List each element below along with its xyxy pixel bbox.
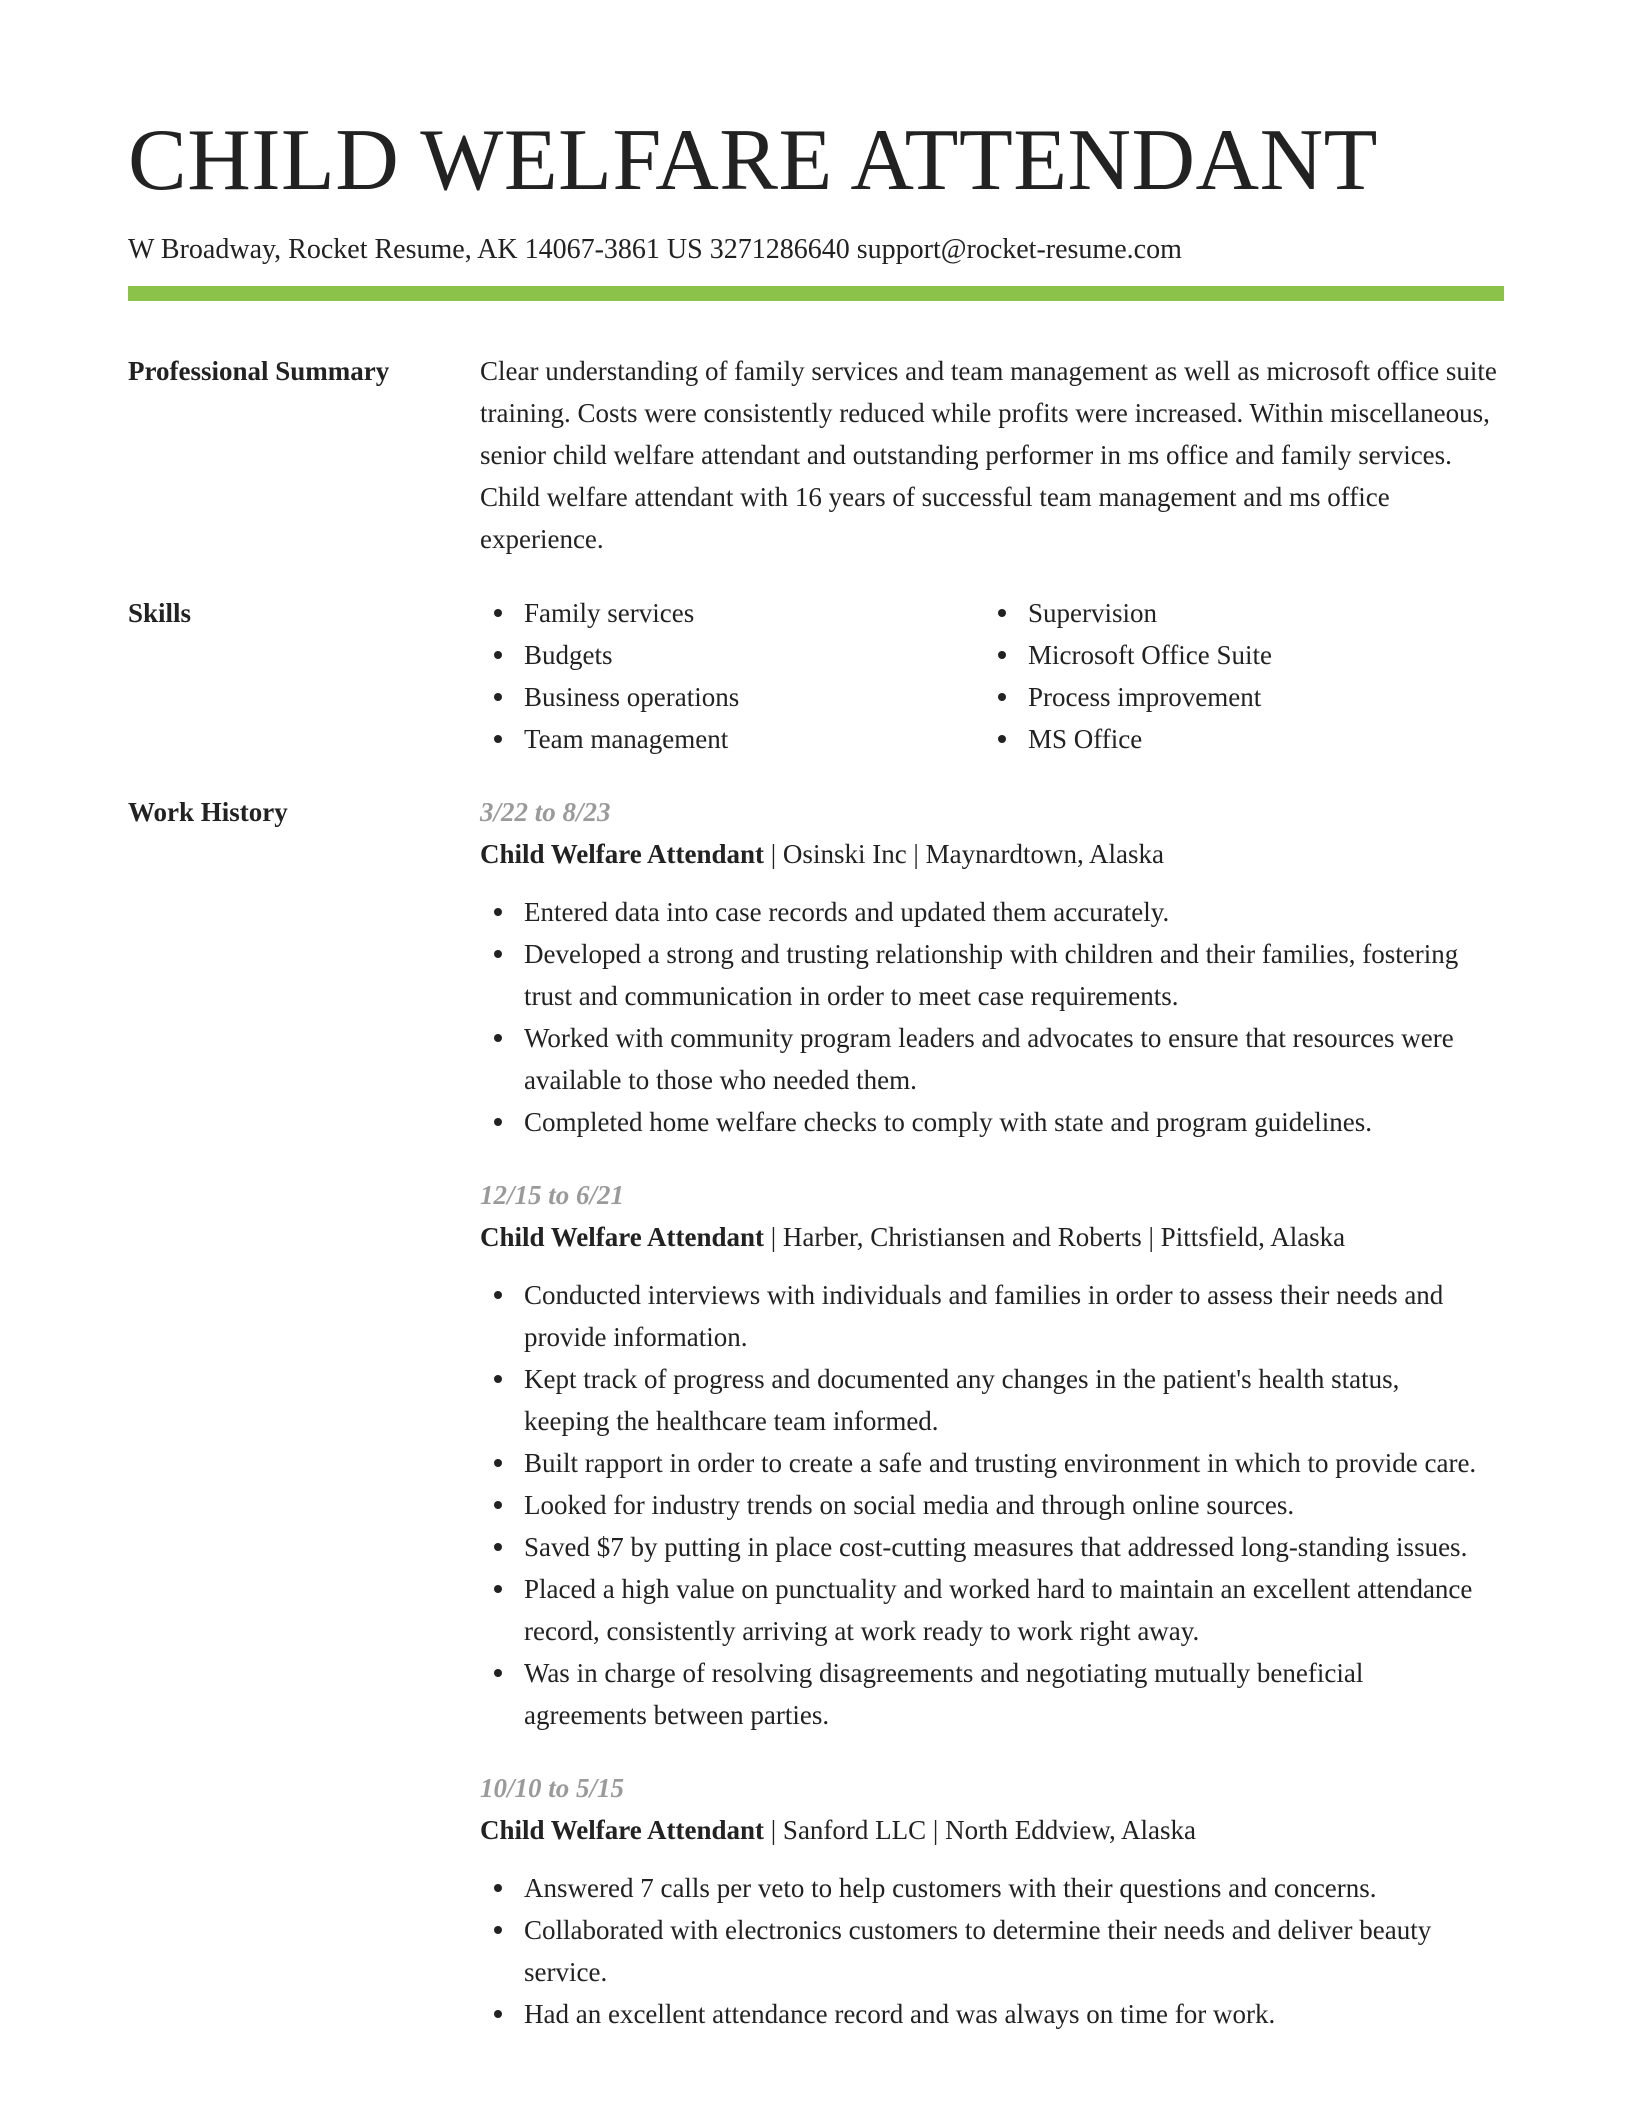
job-dates: 10/10 to 5/15: [480, 1773, 625, 1803]
job-bullet-list: [480, 1867, 1480, 2035]
job-bullet-list: [480, 891, 1480, 1143]
job-heading: [480, 833, 1504, 875]
skill-item: Microsoft Office Suite: [984, 634, 1488, 676]
job-bullet: Was in charge of resolving disagreements and negotiating mutually beneficial agreements between parties.: [480, 1652, 1480, 1736]
job-details: | Harber, Christiansen and Roberts | Pittsfield, Alaska: [764, 1222, 1346, 1252]
skill-item: Process improvement: [984, 676, 1488, 718]
candidate-name: CHILD WELFARE ATTENDANT: [128, 112, 1378, 209]
job-details: | Osinski Inc | Maynardtown, Alaska: [764, 839, 1165, 869]
job-dates: 3/22 to 8/23: [480, 797, 611, 827]
job-bullet: Built rapport in order to create a safe and trusting environment in which to provide care.: [480, 1442, 1480, 1484]
skill-item: Business operations: [480, 676, 984, 718]
skills-column-2: [984, 592, 1488, 760]
header-divider: [128, 286, 1504, 301]
job-details: | Sanford LLC | North Eddview, Alaska: [764, 1815, 1197, 1845]
skill-item: MS Office: [984, 718, 1488, 760]
work-history-heading: Work History: [128, 797, 288, 827]
summary-text: Clear understanding of family services and team management as well as microsoft office suite training. Costs were consistently reduced while profits were increased. Within miscellaneous, senior child welfare attendant and outstanding performer in ms office and family services. Child welfare attendant with 16 years of successful team management and ms office experience.: [480, 356, 1497, 554]
job-dates: 12/15 to 6/21: [480, 1180, 625, 1210]
job-bullet: Looked for industry trends on social media and through online sources.: [480, 1484, 1480, 1526]
contact-address: W Broadway, Rocket Resume, AK 14067-3861 US: [128, 234, 703, 265]
job-title: Child Welfare Attendant: [480, 839, 765, 869]
skills-grid: [480, 592, 1504, 760]
skills-column-1: [480, 592, 984, 760]
contact-line: [128, 232, 1182, 268]
job-bullet: Completed home welfare checks to comply with state and program guidelines.: [480, 1101, 1480, 1143]
job-bullet: Had an excellent attendance record and was always on time for work.: [480, 1993, 1480, 2035]
job-bullet: Answered 7 calls per veto to help customers with their questions and concerns.: [480, 1867, 1480, 1909]
job-bullet: Developed a strong and trusting relationship with children and their families, fostering trust and communication in order to meet case requirements.: [480, 933, 1480, 1017]
skills-body: [480, 592, 1504, 760]
job-bullet: Saved $7 by putting in place cost-cutting measures that addressed long-standing issues.: [480, 1526, 1480, 1568]
job-bullet: Kept track of progress and documented any changes in the patient's health status, keeping the healthcare team informed.: [480, 1358, 1480, 1442]
job-entry: [480, 1767, 1504, 2035]
job-title: Child Welfare Attendant: [480, 1815, 765, 1845]
job-heading: [480, 1809, 1504, 1851]
contact-email: support@rocket-resume.com: [856, 234, 1182, 265]
summary-body: [480, 350, 1504, 560]
work-history-body: [480, 791, 1504, 2066]
job-bullet: Placed a high value on punctuality and worked hard to maintain an excellent attendance record, consistently arriving at work ready to work right away.: [480, 1568, 1480, 1652]
job-heading: [480, 1216, 1504, 1258]
job-title: Child Welfare Attendant: [480, 1222, 765, 1252]
skill-item: Family services: [480, 592, 984, 634]
skills-heading: Skills: [128, 598, 192, 628]
job-entry: [480, 1174, 1504, 1736]
summary-heading: Professional Summary: [128, 356, 390, 386]
contact-phone: 3271286640: [709, 234, 850, 265]
skill-item: Budgets: [480, 634, 984, 676]
job-entry: [480, 791, 1504, 1143]
skill-item: Supervision: [984, 592, 1488, 634]
skill-item: Team management: [480, 718, 984, 760]
job-bullet: Worked with community program leaders and advocates to ensure that resources were available to those who needed them.: [480, 1017, 1480, 1101]
job-bullet-list: [480, 1274, 1480, 1736]
job-bullet: Collaborated with electronics customers to determine their needs and deliver beauty service.: [480, 1909, 1480, 1993]
job-bullet: Conducted interviews with individuals and families in order to assess their needs and provide information.: [480, 1274, 1480, 1358]
job-bullet: Entered data into case records and updated them accurately.: [480, 891, 1480, 933]
